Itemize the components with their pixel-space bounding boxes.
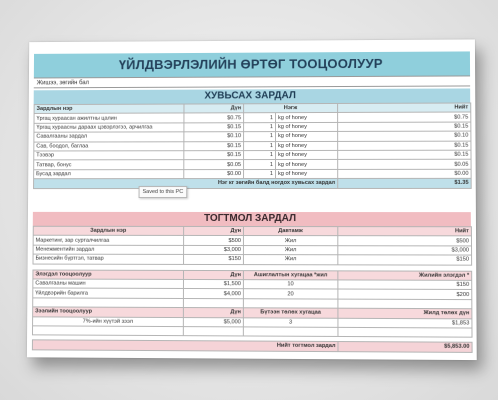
column-header: Нийт [338,103,471,113]
cell-name[interactable]: Бусад зардал [34,169,184,178]
cell-total[interactable]: $3,000 [338,245,472,255]
column-header: Жилийн элэгдэл * [338,270,472,280]
cell-amount[interactable]: $0.00 [184,169,244,178]
saved-tooltip: Saved to this PC [139,186,188,198]
cell-qty[interactable]: 1 [244,113,276,122]
cell-amount[interactable]: $1,500 [183,279,243,289]
table-row[interactable] [34,160,471,170]
cell-total[interactable]: $0.10 [338,131,471,141]
column-header: Дүн [183,308,243,318]
cell-frequency[interactable]: Жил [243,245,337,255]
page-title: ҮЙЛДВЭРЛЭЛИЙН ӨРТӨГ ТООЦООЛУУР [34,51,470,77]
cell-qty[interactable]: 1 [244,141,276,150]
cell-amount[interactable]: $150 [184,255,244,265]
cell-qty[interactable]: 1 [244,150,276,159]
column-header: Ашиглалтын хугацаа *жил [243,270,337,280]
cell-total[interactable]: $500 [338,236,472,246]
variable-total-row [34,178,472,188]
cell-total[interactable]: $0.15 [338,141,471,151]
cell-unit[interactable]: kg of honey [276,132,338,142]
cell-years[interactable]: 10 [243,280,337,290]
cell-name[interactable]: Сав, боодол, баглаа [34,141,184,151]
product-name-field[interactable]: Жишээ, зөгийн бал [34,75,470,88]
cell-amount[interactable]: $0.10 [184,132,244,141]
cell-name[interactable]: 7%-ийн хүүтэй зээл [33,316,184,326]
cell-total[interactable]: $150 [338,280,472,290]
cell-unit[interactable]: kg of honey [276,169,338,178]
table-header-row [33,226,471,236]
cell-amount[interactable]: $0.15 [184,141,244,150]
cell-total[interactable]: $200 [338,289,472,299]
cell-name[interactable]: Савалгааны машин [33,279,184,289]
cell-total[interactable]: $1,853 [338,318,472,328]
cell-amount[interactable]: $0.15 [184,151,244,160]
cell-unit[interactable]: kg of honey [276,160,338,169]
cell-total[interactable]: $150 [338,255,472,265]
cell-frequency[interactable]: Жил [243,255,337,265]
cell-amount[interactable]: $3,000 [184,245,244,255]
cell-qty[interactable]: 1 [244,169,276,178]
column-header: Нэгж [244,103,338,113]
column-header: Дүн [184,104,244,114]
column-header: Зардлын нэр [33,226,183,236]
cell-qty[interactable]: 1 [244,132,276,141]
spreadsheet-page [27,39,477,360]
cell-total[interactable]: $0.15 [338,122,471,132]
column-header: Жилд төлөх дүн [338,308,472,318]
fixed-total-label: Нийт тогтмол зардал [32,340,338,351]
table-row[interactable] [34,169,472,179]
variable-cost-table [33,102,472,188]
fixed-cost-heading: ТОГТМОЛ ЗАРДАЛ [33,212,471,226]
cell-amount[interactable]: $500 [184,236,244,245]
fixed-total-value: $5,853.00 [338,342,472,352]
cell-unit[interactable]: kg of honey [276,122,338,132]
column-header: Зээлийн тооцоолуур [33,307,184,317]
column-header: Дүн [183,270,243,280]
cell-unit[interactable]: kg of honey [276,113,338,123]
cell-name[interactable]: Татвар, бонус [34,160,184,170]
cell-name[interactable]: Тээвэр [34,151,184,161]
variable-total-value: $1.35 [338,178,471,188]
cell-years[interactable]: 20 [243,289,338,299]
cell-name[interactable]: Үргац хураасны дараах цэвэрлэгээ, арчилгаа [34,123,184,133]
variable-cost-heading: ХУВЬСАХ ЗАРДАЛ [34,88,471,104]
fixed-cost-table [32,226,473,353]
cell-term[interactable]: 3 [243,317,338,327]
cell-amount[interactable]: $4,000 [183,289,243,299]
column-header: Зардлын нэр [34,104,184,114]
cell-amount[interactable]: $0.75 [184,113,244,123]
cell-total[interactable]: $0.15 [338,150,471,160]
cell-name[interactable]: Савалгааны зардал [34,132,184,142]
fixed-total-row [32,340,472,352]
cell-total[interactable]: $0.05 [338,160,471,170]
cell-unit[interactable]: kg of honey [276,141,338,151]
cell-amount[interactable]: $0.05 [184,160,244,169]
cell-frequency[interactable]: Жил [243,236,337,246]
cell-total[interactable]: $0.75 [338,112,471,122]
table-row[interactable] [33,236,471,246]
cell-name[interactable]: Маркетинг, зар сурталчилгаа [33,236,183,246]
cell-name[interactable]: Бизнесийн бүртгэл, татвар [33,254,184,264]
cell-qty[interactable]: 1 [244,122,276,131]
cell-name[interactable]: Менежментийн зардал [33,245,184,255]
column-header: Нийт [338,227,472,237]
cell-amount[interactable]: $0.15 [184,122,244,132]
column-header: Элэгдэл тооцоолуур [33,270,184,280]
cell-qty[interactable]: 1 [244,160,276,169]
column-header: Дүн [184,226,244,235]
cell-unit[interactable]: kg of honey [276,150,338,159]
cell-name[interactable]: Үйлдвэрийн барилга [33,288,184,298]
variable-total-label: Нэг кг зөгийн балд ногдох хувьсах зардал [34,179,338,189]
cell-amount[interactable]: $5,000 [183,317,243,327]
cell-total[interactable]: $0.00 [338,169,471,179]
column-header: Бүтээн төлөх хугацаа [243,308,338,318]
column-header: Давтамж [243,227,337,237]
cell-name[interactable]: Үргац хураасан ажилтны цалин [34,113,184,123]
